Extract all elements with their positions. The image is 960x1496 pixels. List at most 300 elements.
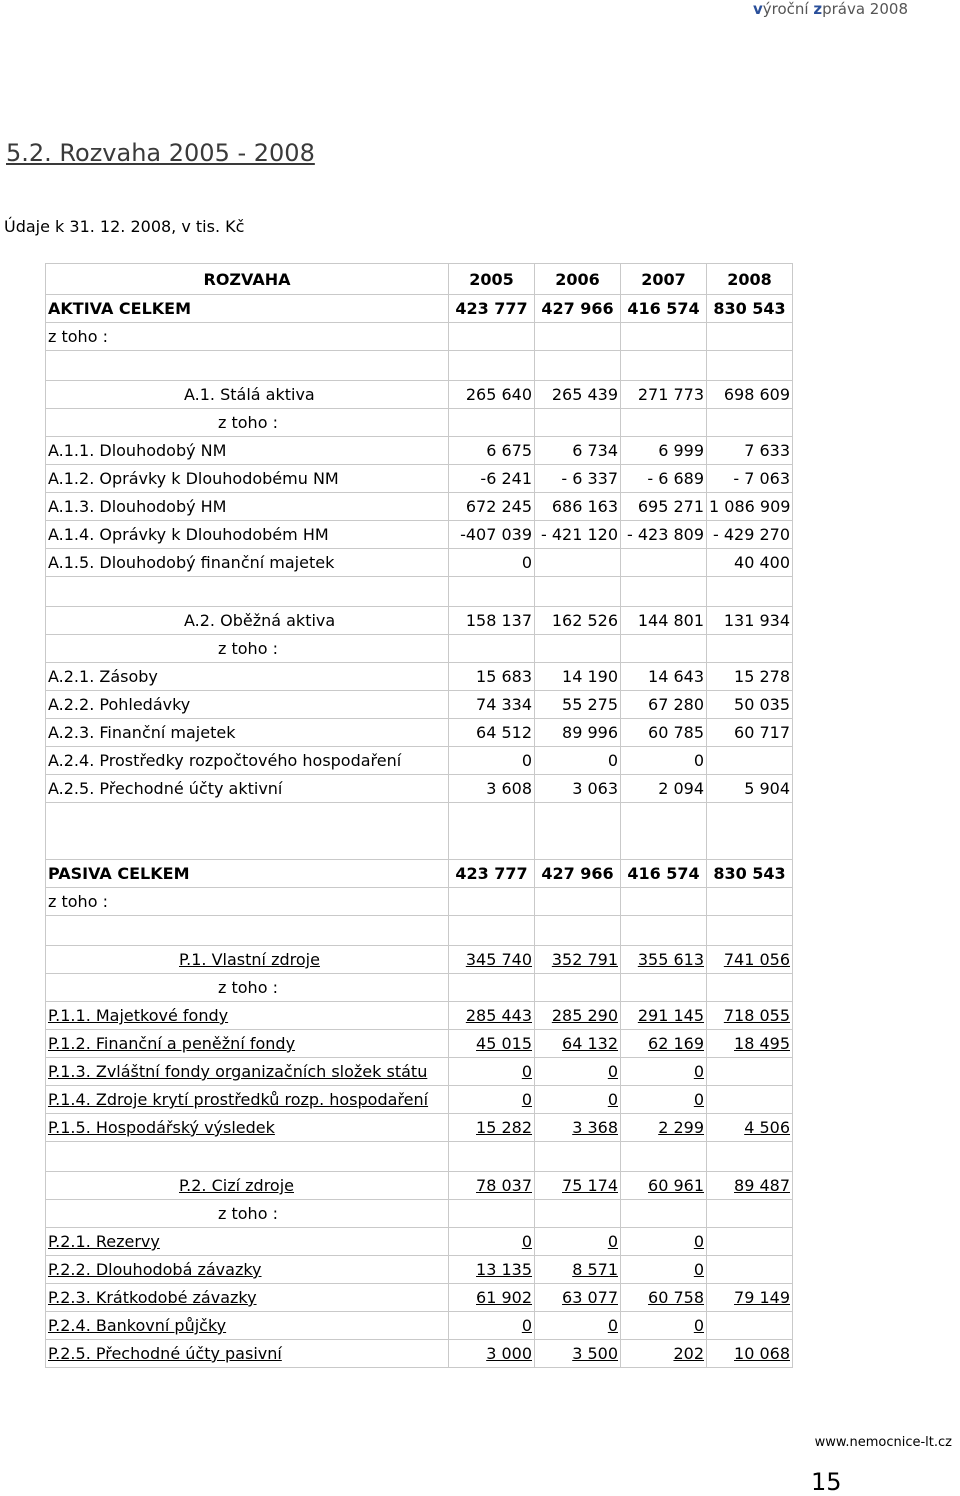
table-row — [46, 803, 793, 860]
value-cell — [449, 1002, 535, 1030]
label-cell — [46, 1340, 449, 1368]
value-cell — [707, 1172, 793, 1200]
value-cell — [707, 719, 793, 747]
value-cell — [449, 465, 535, 493]
row-label: A.2. Oběžná aktiva — [184, 611, 336, 630]
cell-value: 15 278 — [734, 667, 790, 686]
cell-value: 3 608 — [486, 779, 532, 798]
cell-value: 4 506 — [744, 1118, 790, 1137]
value-cell — [535, 974, 621, 1002]
cell-value: 14 190 — [562, 667, 618, 686]
row-label: P.1. Vlastní zdroje — [179, 950, 320, 969]
cell-value: 15 683 — [476, 667, 532, 686]
value-cell — [449, 409, 535, 437]
cell-value: 5 904 — [744, 779, 790, 798]
row-label: A.2.1. Zásoby — [48, 667, 158, 686]
value-cell — [449, 493, 535, 521]
brand-text-2: práva 2008 — [822, 0, 908, 18]
value-cell — [449, 1284, 535, 1312]
row-label: P.1.1. Majetkové fondy — [48, 1006, 229, 1025]
value-cell — [621, 1002, 707, 1030]
label-cell — [46, 775, 449, 803]
value-cell — [707, 1002, 793, 1030]
value-cell — [621, 691, 707, 719]
value-cell — [449, 974, 535, 1002]
value-cell — [707, 1114, 793, 1142]
table-row — [46, 577, 793, 607]
row-label: z toho : — [218, 413, 278, 432]
value-cell — [621, 1312, 707, 1340]
row-label: P.1.5. Hospodářský výsledek — [48, 1118, 275, 1137]
value-cell — [621, 888, 707, 916]
value-cell — [449, 860, 535, 888]
header-year: 2006 — [535, 264, 621, 295]
value-cell — [707, 351, 793, 381]
cell-value: 423 777 — [455, 864, 528, 883]
label-cell — [46, 1200, 449, 1228]
cell-value: 427 966 — [541, 864, 614, 883]
label-cell — [46, 549, 449, 577]
value-cell — [621, 1256, 707, 1284]
value-cell — [449, 916, 535, 946]
report-header — [753, 0, 908, 18]
table-row — [46, 465, 793, 493]
value-cell — [449, 1030, 535, 1058]
cell-value: 3 063 — [572, 779, 618, 798]
value-cell — [449, 1058, 535, 1086]
value-cell — [535, 1142, 621, 1172]
value-cell — [621, 946, 707, 974]
table-row — [46, 1256, 793, 1284]
cell-value: 0 — [693, 1316, 704, 1335]
table-row — [46, 1284, 793, 1312]
label-cell — [46, 803, 449, 860]
value-cell — [535, 916, 621, 946]
cell-value: 0 — [521, 1316, 532, 1335]
table-row — [46, 1200, 793, 1228]
value-cell — [621, 295, 707, 323]
label-cell — [46, 1002, 449, 1030]
value-cell — [707, 1284, 793, 1312]
value-cell — [621, 1142, 707, 1172]
table-row — [46, 1172, 793, 1200]
brand-letter-v: v — [752, 0, 763, 18]
value-cell — [535, 323, 621, 351]
cell-value: 75 174 — [562, 1176, 618, 1195]
cell-value: 60 961 — [648, 1176, 704, 1195]
value-cell — [707, 860, 793, 888]
row-label: z toho : — [48, 327, 108, 346]
table-row — [46, 888, 793, 916]
cell-value: 74 334 — [476, 695, 532, 714]
cell-value: 0 — [521, 553, 532, 572]
value-cell — [535, 1340, 621, 1368]
value-cell — [707, 323, 793, 351]
cell-value: 718 055 — [723, 1006, 790, 1025]
value-cell — [707, 1256, 793, 1284]
table-row — [46, 1058, 793, 1086]
value-cell — [449, 1228, 535, 1256]
table-row — [46, 916, 793, 946]
row-label: A.1.3. Dlouhodobý HM — [48, 497, 227, 516]
value-cell — [449, 1340, 535, 1368]
value-cell — [535, 1058, 621, 1086]
row-label: P.2.3. Krátkodobé závazky — [48, 1288, 257, 1307]
cell-value: 0 — [693, 1062, 704, 1081]
label-cell — [46, 351, 449, 381]
cell-value: 202 — [673, 1344, 704, 1363]
cell-value: 352 791 — [551, 950, 618, 969]
value-cell — [449, 549, 535, 577]
cell-value: 60 758 — [648, 1288, 704, 1307]
table-row — [46, 747, 793, 775]
value-cell — [535, 295, 621, 323]
value-cell — [621, 323, 707, 351]
row-label: P.1.4. Zdroje krytí prostředků rozp. hospodaření — [48, 1090, 429, 1109]
value-cell — [621, 803, 707, 860]
value-cell — [707, 803, 793, 860]
label-cell — [46, 691, 449, 719]
value-cell — [449, 635, 535, 663]
value-cell — [707, 607, 793, 635]
table-row — [46, 663, 793, 691]
table-row — [46, 607, 793, 635]
value-cell — [707, 1086, 793, 1114]
cell-value: 423 777 — [455, 299, 528, 318]
table-row — [46, 351, 793, 381]
row-label: P.2.4. Bankovní půjčky — [48, 1316, 227, 1335]
cell-value: 672 245 — [465, 497, 532, 516]
value-cell — [621, 1058, 707, 1086]
label-cell — [46, 1114, 449, 1142]
value-cell — [449, 1200, 535, 1228]
value-cell — [535, 409, 621, 437]
label-cell — [46, 1256, 449, 1284]
row-label: z toho : — [48, 892, 108, 911]
value-cell — [535, 437, 621, 465]
header-year: 2005 — [449, 264, 535, 295]
cell-value: 285 290 — [551, 1006, 618, 1025]
value-cell — [449, 663, 535, 691]
cell-value: 0 — [693, 1232, 704, 1251]
value-cell — [449, 1086, 535, 1114]
value-cell — [535, 607, 621, 635]
table-row — [46, 635, 793, 663]
value-cell — [535, 691, 621, 719]
row-label: A.2.2. Pohledávky — [48, 695, 191, 714]
value-cell — [621, 1114, 707, 1142]
cell-value: 2 299 — [658, 1118, 704, 1137]
cell-value: -407 039 — [460, 525, 532, 544]
value-cell — [449, 521, 535, 549]
table-row — [46, 1030, 793, 1058]
value-cell — [707, 1030, 793, 1058]
value-cell — [707, 465, 793, 493]
value-cell — [621, 465, 707, 493]
cell-value: 741 056 — [723, 950, 790, 969]
cell-value: 7 633 — [744, 441, 790, 460]
cell-value: 265 640 — [465, 385, 532, 404]
page-subtitle: Údaje k 31. 12. 2008, v tis. Kč — [4, 217, 245, 236]
cell-value: 0 — [521, 1090, 532, 1109]
table-row — [46, 1340, 793, 1368]
cell-value: - 6 337 — [561, 469, 618, 488]
footer-url: www.nemocnice-lt.cz — [814, 1435, 952, 1450]
value-cell — [535, 888, 621, 916]
value-cell — [449, 1312, 535, 1340]
value-cell — [621, 409, 707, 437]
value-cell — [535, 549, 621, 577]
cell-value: 89 996 — [562, 723, 618, 742]
value-cell — [449, 381, 535, 409]
table-row — [46, 1086, 793, 1114]
table-row — [46, 860, 793, 888]
value-cell — [535, 577, 621, 607]
row-label: P.1.2. Finanční a peněžní fondy — [48, 1034, 296, 1053]
cell-value: 0 — [693, 1260, 704, 1279]
value-cell — [621, 663, 707, 691]
value-cell — [707, 663, 793, 691]
value-cell — [621, 1200, 707, 1228]
value-cell — [707, 409, 793, 437]
row-label: A.1. Stálá aktiva — [184, 385, 315, 404]
page-number: 15 — [811, 1468, 842, 1496]
cell-value: 144 801 — [637, 611, 704, 630]
cell-value: 285 443 — [465, 1006, 532, 1025]
label-cell — [46, 521, 449, 549]
row-label: A.1.1. Dlouhodobý NM — [48, 441, 227, 460]
value-cell — [707, 549, 793, 577]
value-cell — [449, 719, 535, 747]
value-cell — [449, 295, 535, 323]
table-row — [46, 691, 793, 719]
label-cell — [46, 1228, 449, 1256]
cell-value: 355 613 — [637, 950, 704, 969]
value-cell — [449, 1172, 535, 1200]
table-row — [46, 521, 793, 549]
value-cell — [621, 775, 707, 803]
label-cell — [46, 663, 449, 691]
table-row — [46, 323, 793, 351]
label-cell — [46, 1142, 449, 1172]
value-cell — [621, 549, 707, 577]
cell-value: 271 773 — [637, 385, 704, 404]
value-cell — [449, 747, 535, 775]
value-cell — [449, 803, 535, 860]
value-cell — [621, 493, 707, 521]
label-cell — [46, 409, 449, 437]
value-cell — [449, 1114, 535, 1142]
cell-value: -6 241 — [480, 469, 532, 488]
value-cell — [535, 465, 621, 493]
value-cell — [535, 381, 621, 409]
table-row — [46, 1002, 793, 1030]
table-row — [46, 549, 793, 577]
value-cell — [449, 437, 535, 465]
cell-value: 50 035 — [734, 695, 790, 714]
label-cell — [46, 1086, 449, 1114]
label-cell — [46, 493, 449, 521]
row-label: A.2.5. Přechodné účty aktivní — [48, 779, 283, 798]
value-cell — [449, 775, 535, 803]
cell-value: 0 — [521, 1062, 532, 1081]
value-cell — [535, 1284, 621, 1312]
cell-value: 416 574 — [627, 299, 700, 318]
value-cell — [707, 691, 793, 719]
value-cell — [707, 577, 793, 607]
cell-value: 0 — [693, 1090, 704, 1109]
row-label: P.1.3. Zvláštní fondy organizačních složek státu — [48, 1062, 428, 1081]
label-cell — [46, 607, 449, 635]
cell-value: 3 368 — [572, 1118, 618, 1137]
cell-value: 0 — [607, 1316, 618, 1335]
cell-value: 6 999 — [658, 441, 704, 460]
cell-value: 291 145 — [637, 1006, 704, 1025]
cell-value: 265 439 — [551, 385, 618, 404]
value-cell — [535, 1030, 621, 1058]
value-cell — [535, 719, 621, 747]
cell-value: 55 275 — [562, 695, 618, 714]
brand-letter-z: z — [813, 0, 823, 18]
header-year: 2008 — [707, 264, 793, 295]
cell-value: - 7 063 — [733, 469, 790, 488]
value-cell — [535, 635, 621, 663]
label-cell — [46, 916, 449, 946]
cell-value: 63 077 — [562, 1288, 618, 1307]
table-row — [46, 437, 793, 465]
value-cell — [535, 803, 621, 860]
page-title: 5.2. Rozvaha 2005 - 2008 — [6, 139, 315, 167]
row-label: P.2. Cizí zdroje — [179, 1176, 294, 1195]
table-row — [46, 493, 793, 521]
table-row — [46, 1114, 793, 1142]
value-cell — [535, 1256, 621, 1284]
cell-value: 64 512 — [476, 723, 532, 742]
value-cell — [707, 974, 793, 1002]
cell-value: 416 574 — [627, 864, 700, 883]
cell-value: 45 015 — [476, 1034, 532, 1053]
row-label: A.1.5. Dlouhodobý finanční majetek — [48, 553, 335, 572]
cell-value: 62 169 — [648, 1034, 704, 1053]
value-cell — [449, 691, 535, 719]
cell-value: 158 137 — [465, 611, 532, 630]
cell-value: 10 068 — [734, 1344, 790, 1363]
value-cell — [449, 1142, 535, 1172]
cell-value: - 429 270 — [712, 525, 790, 544]
value-cell — [449, 888, 535, 916]
cell-value: 0 — [521, 1232, 532, 1251]
value-cell — [621, 1340, 707, 1368]
value-cell — [535, 860, 621, 888]
value-cell — [621, 577, 707, 607]
value-cell — [535, 1114, 621, 1142]
label-cell — [46, 465, 449, 493]
value-cell — [621, 521, 707, 549]
cell-value: 67 280 — [648, 695, 704, 714]
table-row — [46, 719, 793, 747]
value-cell — [707, 1312, 793, 1340]
value-cell — [621, 1228, 707, 1256]
value-cell — [707, 437, 793, 465]
table-header-row — [46, 264, 793, 295]
value-cell — [535, 493, 621, 521]
value-cell — [707, 946, 793, 974]
value-cell — [707, 888, 793, 916]
value-cell — [449, 577, 535, 607]
label-cell — [46, 1058, 449, 1086]
cell-value: 78 037 — [476, 1176, 532, 1195]
value-cell — [707, 1228, 793, 1256]
value-cell — [707, 1200, 793, 1228]
label-cell — [46, 381, 449, 409]
row-label: PASIVA CELKEM — [48, 864, 190, 883]
value-cell — [621, 860, 707, 888]
value-cell — [707, 493, 793, 521]
cell-value: 6 675 — [486, 441, 532, 460]
cell-value: 1 086 909 — [709, 497, 791, 516]
value-cell — [621, 635, 707, 663]
cell-value: 14 643 — [648, 667, 704, 686]
cell-value: 2 094 — [658, 779, 704, 798]
value-cell — [621, 351, 707, 381]
cell-value: 64 132 — [562, 1034, 618, 1053]
value-cell — [707, 521, 793, 549]
cell-value: 695 271 — [637, 497, 704, 516]
row-label: P.2.1. Rezervy — [48, 1232, 160, 1251]
value-cell — [449, 351, 535, 381]
value-cell — [707, 775, 793, 803]
label-cell — [46, 888, 449, 916]
cell-value: - 421 120 — [540, 525, 618, 544]
value-cell — [707, 916, 793, 946]
cell-value: 61 902 — [476, 1288, 532, 1307]
cell-value: 427 966 — [541, 299, 614, 318]
cell-value: 830 543 — [713, 299, 786, 318]
label-cell — [46, 1312, 449, 1340]
table-row — [46, 775, 793, 803]
value-cell — [621, 437, 707, 465]
cell-value: 79 149 — [734, 1288, 790, 1307]
cell-value: 0 — [521, 751, 532, 770]
value-cell — [707, 1340, 793, 1368]
value-cell — [535, 1002, 621, 1030]
cell-value: 40 400 — [734, 553, 790, 572]
cell-value: 698 609 — [723, 385, 790, 404]
value-cell — [535, 747, 621, 775]
label-cell — [46, 1172, 449, 1200]
value-cell — [535, 1172, 621, 1200]
value-cell — [535, 1312, 621, 1340]
cell-value: 6 734 — [572, 441, 618, 460]
table-row — [46, 409, 793, 437]
label-cell — [46, 437, 449, 465]
value-cell — [707, 1058, 793, 1086]
cell-value: 15 282 — [476, 1118, 532, 1137]
value-cell — [535, 351, 621, 381]
value-cell — [535, 1200, 621, 1228]
label-cell — [46, 635, 449, 663]
table-row — [46, 974, 793, 1002]
header-label: ROZVAHA — [46, 264, 449, 295]
row-label: P.2.2. Dlouhodobá závazky — [48, 1260, 262, 1279]
cell-value: 0 — [607, 1232, 618, 1251]
label-cell — [46, 974, 449, 1002]
value-cell — [621, 1086, 707, 1114]
value-cell — [535, 663, 621, 691]
cell-value: - 423 809 — [626, 525, 704, 544]
cell-value: 13 135 — [476, 1260, 532, 1279]
value-cell — [621, 916, 707, 946]
